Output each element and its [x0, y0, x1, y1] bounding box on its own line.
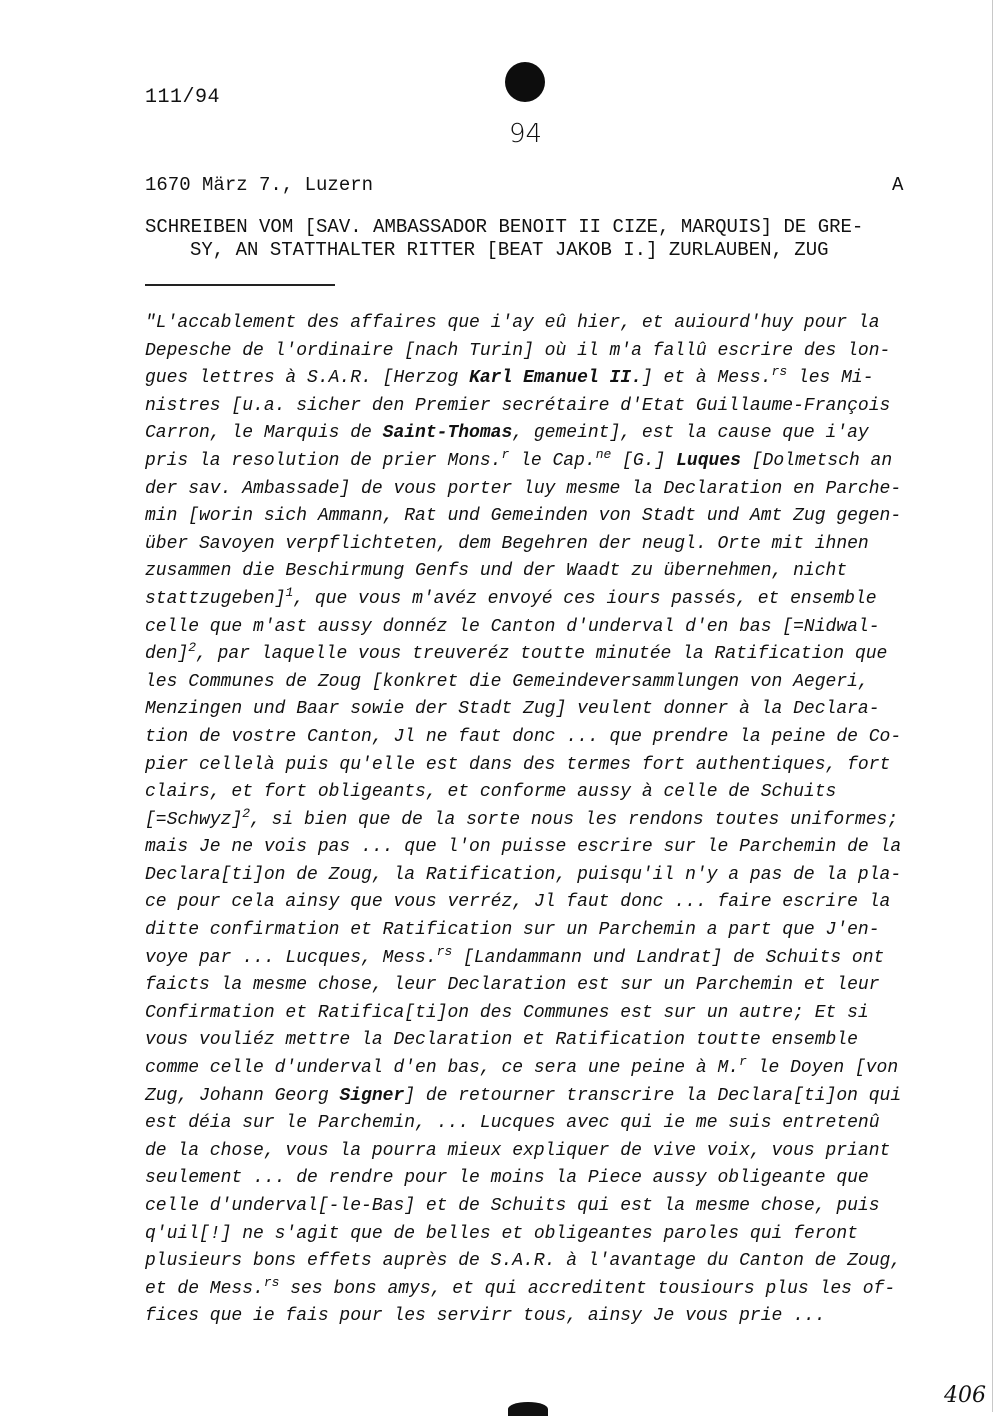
text-span: stattzugeben]	[145, 588, 286, 609]
body-line	[145, 1138, 905, 1166]
text-span: pris la resolution de prier Mons.	[145, 450, 502, 471]
footnote-ref: 2	[242, 805, 251, 821]
date-place: 1670 März 7., Luzern	[145, 174, 374, 196]
footnote-ref: 2	[188, 639, 197, 655]
superscript: r	[739, 1053, 747, 1069]
body-line	[145, 1165, 905, 1193]
document-id: 111/94	[145, 86, 221, 109]
text-span: de la chose, vous la pourra mieux expliquer de vive voix, vous priant	[145, 1140, 891, 1161]
text-span: [=Schwyz]	[145, 809, 243, 830]
text-span: Carron, le Marquis de	[145, 423, 383, 444]
text-span: über Savoyen verpflichteten, dem Begehren der neugl. Orte mit ihnen	[145, 533, 869, 554]
text-span: [Landammann und Landrat] de Schuits ont	[452, 947, 885, 968]
text-span: voye par ... Lucques, Mess.	[145, 947, 437, 968]
body-line	[145, 558, 905, 586]
text-span: celle que m'ast aussy donnéz le Canton d'underval d'en bas [=Nidwal-	[145, 616, 880, 637]
body-line	[145, 338, 905, 366]
text-span: , si bien que de la sorte nous les rendons toutes uniformes;	[250, 809, 899, 830]
text-span: ] de retourner transcrire la Declara[ti]on qui	[404, 1085, 902, 1106]
body-line	[145, 1110, 905, 1138]
text-span: et de Mess.	[145, 1278, 264, 1299]
text-span: comme celle d'underval d'en bas, ce sera une peine à M.	[145, 1058, 740, 1079]
body-line	[145, 1083, 905, 1111]
text-span: , que vous m'avéz envoyé ces iours passés, et ensemble	[293, 588, 877, 609]
text-span: [Dolmetsch an	[740, 450, 893, 471]
body-line	[145, 586, 905, 614]
superscript: ne	[595, 446, 612, 462]
handwritten-page-number: 406	[944, 1383, 986, 1408]
superscript: rs	[436, 943, 453, 959]
document-title-line-2: SY, AN STATTHALTER RITTER [BEAT JAKOB I.] ZURLAUBEN, ZUG	[190, 239, 829, 261]
body-line	[145, 1000, 905, 1028]
body-line	[145, 972, 905, 1000]
person-name: Karl Emanuel II.	[469, 368, 642, 389]
body-line	[145, 1055, 905, 1083]
text-span: , gemeint], est la cause que i'ay	[512, 423, 869, 444]
body-line	[145, 420, 905, 448]
text-span: le Doyen [von	[746, 1058, 899, 1079]
body-line	[145, 889, 905, 917]
text-span: plusieurs bons effets auprès de S.A.R. à l'avantage du Canton de Zoug,	[145, 1251, 902, 1272]
person-name: Signer	[339, 1085, 405, 1106]
text-span: ditte confirmation et Ratification sur un Parchemin a part que J'en-	[145, 920, 880, 941]
document-title-line-1: SCHREIBEN VOM [SAV. AMBASSADOR BENOIT II CIZE, MARQUIS] DE GRE-	[145, 216, 864, 238]
scan-edge-line	[992, 0, 993, 1412]
body-line	[145, 614, 905, 642]
text-span: , par laquelle vous treuveréz toutte minutée la Ratification que	[196, 644, 888, 665]
footnote-ref: 1	[285, 584, 294, 600]
body-line	[145, 917, 905, 945]
body-line	[145, 696, 905, 724]
body-line	[145, 1276, 905, 1304]
text-span: zusammen die Beschirmung Genfs und der Waadt zu übernehmen, nicht	[145, 561, 848, 582]
superscript: rs	[771, 364, 788, 380]
body-line	[145, 448, 905, 476]
text-span: tion de vostre Canton, Jl ne faut donc ... que prendre la peine de Co-	[145, 726, 902, 747]
text-span: Depesche de l'ordinaire [nach Turin] où il m'a fallû escrire des lon-	[145, 340, 891, 361]
text-span: celle d'underval[-le-Bas] et de Schuits qui est la mesme chose, puis	[145, 1196, 880, 1216]
text-span: faicts la mesme chose, leur Declaration est sur un Parchemin et leur	[145, 975, 880, 996]
text-span: est déia sur le Parchemin, ... Lucques avec qui ie me suis entretenû	[145, 1113, 880, 1134]
body-line	[145, 1303, 905, 1331]
text-span: ses bons amys, et qui accreditent tousiours plus les of-	[279, 1278, 896, 1299]
body-line	[145, 503, 905, 531]
page-number: 94	[509, 119, 543, 149]
text-span: "L'accablement des affaires que i'ay eû hier, et auiourd'huy pour la	[145, 313, 880, 333]
category-letter: A	[892, 174, 904, 196]
letter-body	[145, 310, 905, 1331]
text-span: gues lettres à S.A.R. [Herzog	[145, 368, 470, 389]
person-name: Saint-Thomas	[382, 423, 513, 444]
body-line	[145, 476, 905, 504]
body-line	[145, 862, 905, 890]
body-line	[145, 1248, 905, 1276]
text-span: le Cap.	[509, 450, 596, 471]
punch-hole-mark	[505, 62, 545, 102]
text-span: Confirmation et Ratifica[ti]on des Communes est sur un autre; Et si	[145, 1002, 869, 1023]
text-span: den]	[145, 644, 189, 665]
body-line	[145, 1193, 905, 1221]
person-name: Luques	[676, 450, 741, 471]
body-line	[145, 807, 905, 835]
body-line	[145, 310, 905, 338]
text-span: min [worin sich Ammann, Rat und Gemeinden von Stadt und Amt Zug gegen-	[145, 506, 902, 527]
text-span: mais Je ne vois pas ... que l'on puisse escrire sur le Parchemin de la	[145, 837, 902, 858]
text-span: ce pour cela ainsy que vous verréz, Jl faut donc ... faire escrire la	[145, 892, 891, 913]
body-line	[145, 365, 905, 393]
text-span: ] et à Mess.	[641, 368, 772, 389]
text-span: Zug, Johann Georg	[145, 1085, 340, 1106]
text-span: q'uil[!] ne s'agit que de belles et obligeantes paroles qui feront	[145, 1223, 858, 1244]
text-span: vous vouliéz mettre la Declaration et Ratification toutte ensemble	[145, 1030, 858, 1051]
punch-hole-mark-bottom	[508, 1402, 548, 1416]
text-span: pier cellelà puis qu'elle est dans des termes fort authentiques, fort	[145, 754, 891, 775]
superscript: r	[501, 446, 510, 462]
body-line	[145, 393, 905, 421]
text-span: [G.]	[611, 450, 677, 471]
body-line	[145, 834, 905, 862]
text-span: seulement ... de rendre pour le moins la Piece aussy obligeante que	[145, 1168, 869, 1189]
body-line	[145, 779, 905, 807]
text-span: les Mi-	[787, 368, 874, 389]
body-line	[145, 669, 905, 697]
text-span: clairs, et fort obligeants, et conforme aussy à celle de Schuits	[145, 782, 837, 803]
body-line	[145, 641, 905, 669]
body-line	[145, 724, 905, 752]
text-span: Declara[ti]on de Zoug, la Ratification, puisqu'il n'y a pas de la pla-	[145, 864, 902, 885]
text-span: nistres [u.a. sicher den Premier secrétaire d'Etat Guillaume-François	[145, 395, 891, 416]
body-line	[145, 1221, 905, 1249]
text-span: fices que ie fais pour les servirr tous, ainsy Je vous prie ...	[145, 1306, 826, 1327]
superscript: rs	[263, 1274, 280, 1290]
separator-rule	[145, 284, 335, 286]
body-line	[145, 531, 905, 559]
body-line	[145, 752, 905, 780]
text-span: Menzingen und Baar sowie der Stadt Zug] veulent donner à la Declara-	[145, 699, 880, 720]
body-line	[145, 945, 905, 973]
body-line	[145, 1027, 905, 1055]
text-span: der sav. Ambassade] de vous porter luy mesme la Declaration en Parche-	[145, 478, 902, 499]
text-span: les Communes de Zoug [konkret die Gemeindeversammlungen von Aegeri,	[145, 671, 869, 692]
